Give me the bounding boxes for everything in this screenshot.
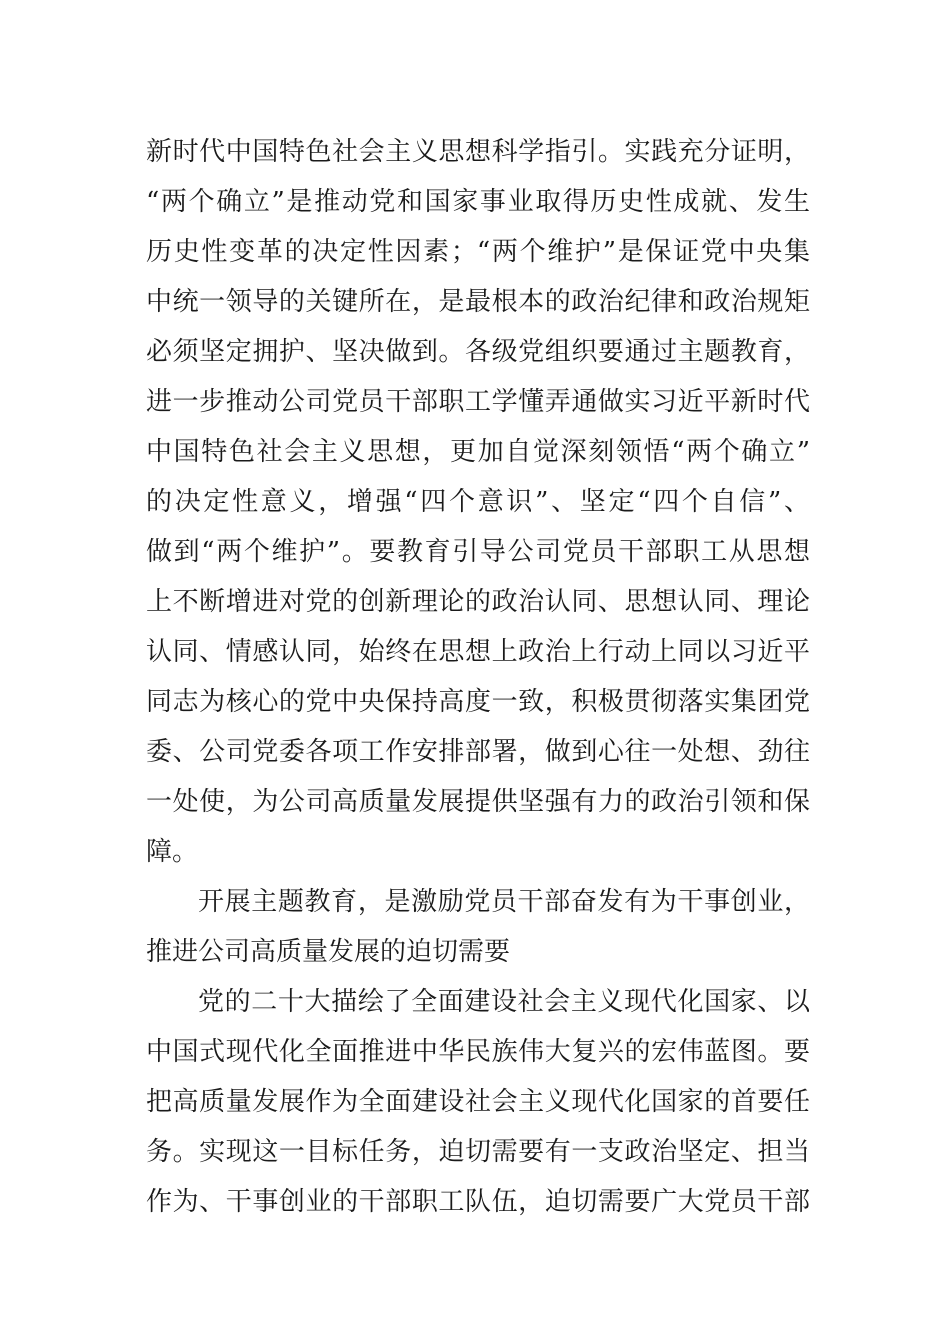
text-line-8: 的决定性意义，增强“四个意识”、坚定“四个自信”、	[146, 487, 810, 517]
text-line-20: 把高质量发展作为全面建设社会主义现代化国家的首要任	[146, 1087, 810, 1117]
text-line-10: 上不断增进对党的创新理论的政治认同、思想认同、理论	[146, 587, 810, 617]
text-line-6: 进一步推动公司党员干部职工学懂弄通做实习近平新时代	[146, 387, 810, 417]
text-line-19: 中国式现代化全面推进中华民族伟大复兴的宏伟蓝图。要	[146, 1037, 810, 1067]
text-line-12: 同志为核心的党中央保持高度一致，积极贯彻落实集团党	[146, 687, 810, 717]
heading-line-2: 推进公司高质量发展的迫切需要	[146, 937, 511, 967]
text-line-3: 历史性变革的决定性因素；“两个维护”是保证党中央集	[146, 237, 810, 267]
text-line-5: 必须坚定拥护、坚决做到。各级党组织要通过主题教育，	[146, 337, 810, 367]
text-line-14: 一处使，为公司高质量发展提供坚强有力的政治引领和保	[146, 787, 810, 817]
text-line-21: 务。实现这一目标任务，迫切需要有一支政治坚定、担当	[146, 1137, 810, 1167]
text-line-2: “两个确立”是推动党和国家事业取得历史性成就、发生	[146, 187, 810, 217]
text-line-11: 认同、情感认同，始终在思想上政治上行动上同以习近平	[146, 637, 810, 667]
text-line-4: 中统一领导的关键所在，是最根本的政治纪律和政治规矩	[146, 287, 810, 317]
text-line-9: 做到“两个维护”。要教育引导公司党员干部职工从思想	[146, 537, 810, 567]
text-line-1: 新时代中国特色社会主义思想科学指引。实践充分证明，	[146, 137, 810, 167]
text-line-15: 障。	[146, 837, 199, 867]
text-line-22: 作为、干事创业的干部职工队伍，迫切需要广大党员干部	[146, 1187, 810, 1217]
text-line-18: 党的二十大描绘了全面建设社会主义现代化国家、以	[198, 987, 810, 1017]
text-line-13: 委、公司党委各项工作安排部署，做到心往一处想、劲往	[146, 737, 810, 767]
heading-line-1: 开展主题教育，是激励党员干部奋发有为干事创业，	[198, 887, 810, 917]
text-line-7: 中国特色社会主义思想，更加自觉深刻领悟“两个确立”	[146, 437, 810, 467]
